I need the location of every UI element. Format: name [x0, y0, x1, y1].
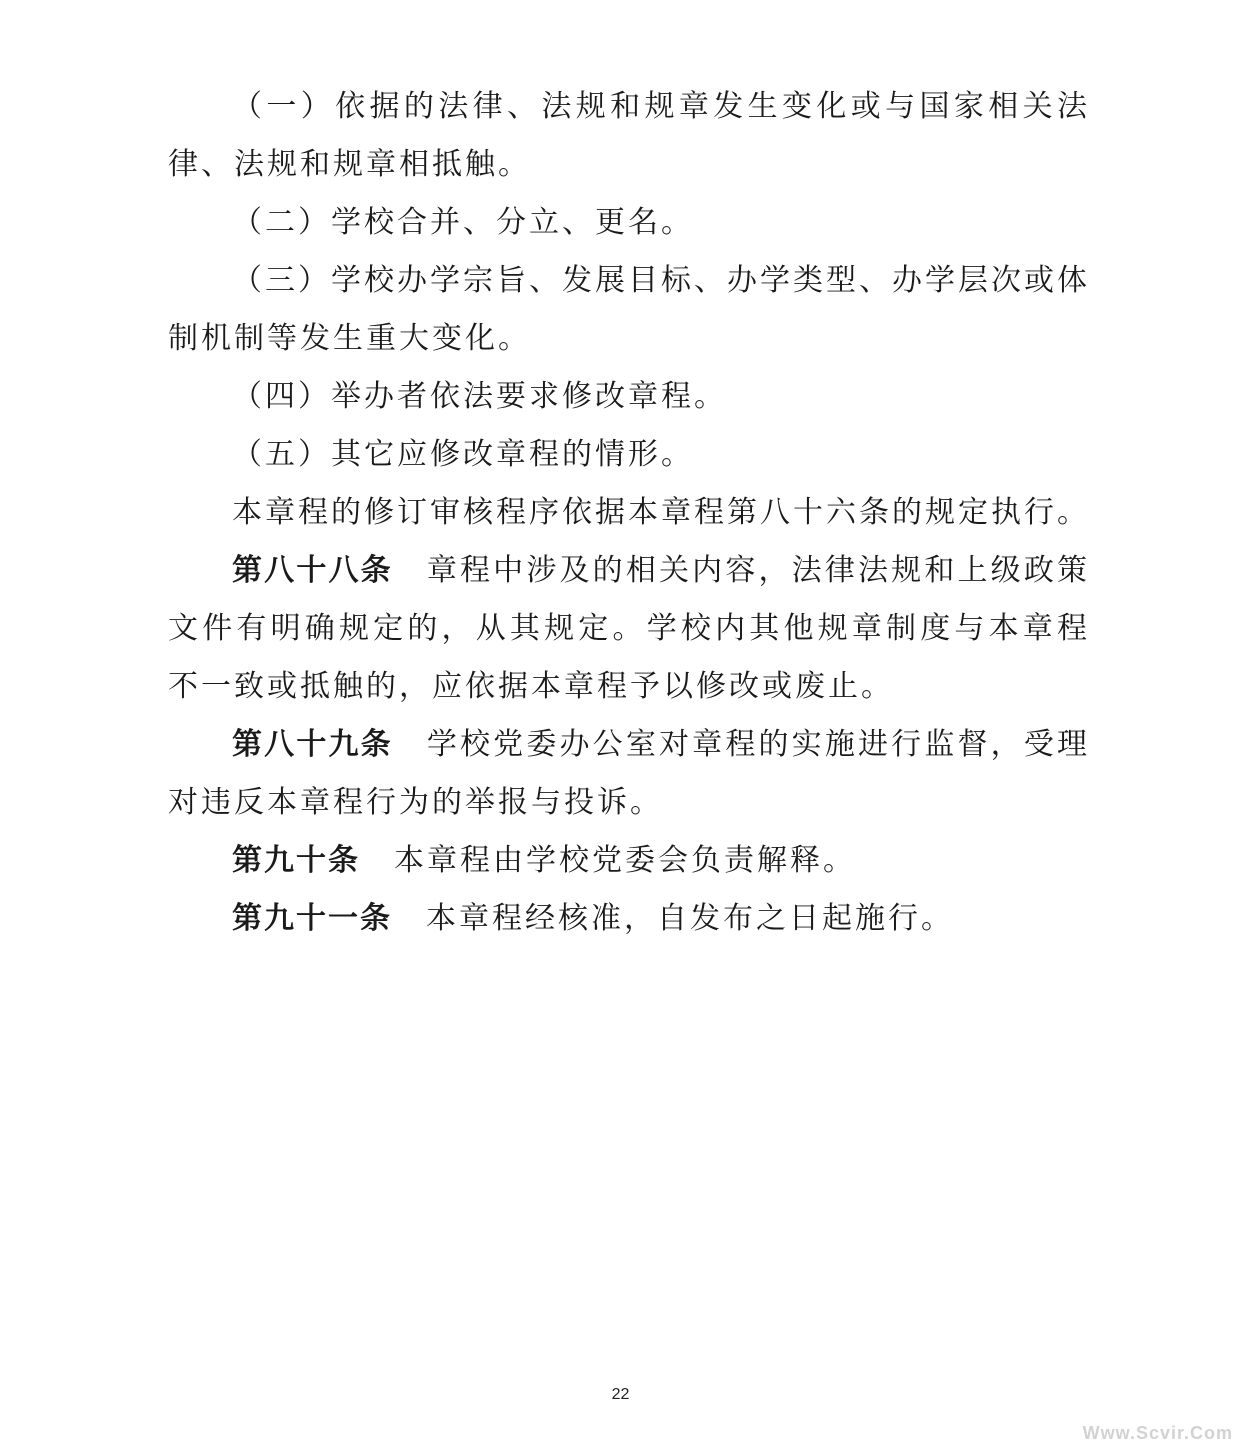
paragraph-article-91	[168, 890, 1090, 948]
paragraph-article-89	[168, 716, 1090, 832]
paragraph-text: 学校党委办公室对章程的实施进行监督，受理对违反本章程行为的举报与投诉。	[168, 727, 1091, 820]
paragraph-clause-1	[168, 78, 1090, 194]
paragraph-text: 本章程的修订审核程序依据本章程第八十六条的规定执行。	[232, 495, 1090, 530]
paragraph-revision-procedure	[168, 484, 1090, 542]
paragraph-text: （二）学校合并、分立、更名。	[232, 205, 694, 240]
paragraph-text: （三）学校办学宗旨、发展目标、办学类型、办学层次或体制机制等发生重大变化。	[168, 263, 1090, 356]
article-heading: 第八十八条	[232, 553, 393, 588]
paragraph-clause-2	[168, 194, 1090, 252]
article-heading: 第八十九条	[232, 727, 393, 762]
document-body	[168, 78, 1090, 948]
article-heading: 第九十条	[232, 843, 360, 878]
paragraph-clause-4	[168, 368, 1090, 426]
paragraph-article-88	[168, 542, 1090, 716]
paragraph-article-90	[168, 832, 1090, 890]
paragraph-text: （四）举办者依法要求修改章程。	[232, 379, 727, 414]
paragraph-text: 本章程由学校党委会负责解释。	[394, 843, 856, 878]
page-number: 22	[611, 1386, 630, 1403]
paragraph-text: （一）依据的法律、法规和规章发生变化或与国家相关法律、法规和规章相抵触。	[168, 89, 1090, 182]
paragraph-clause-3	[168, 252, 1090, 368]
paragraph-text: 章程中涉及的相关内容，法律法规和上级政策文件有明确规定的，从其规定。学校内其他规章制度与本章程不一致或抵触的，应依据本章程予以修改或废止。	[168, 553, 1091, 704]
article-heading: 第九十一条	[232, 901, 392, 936]
watermark: Www.Scvir.Com	[1082, 1423, 1233, 1443]
paragraph-text: 本章程经核准，自发布之日起施行。	[426, 901, 954, 936]
paragraph-clause-5	[168, 426, 1090, 484]
paragraph-text: （五）其它应修改章程的情形。	[232, 437, 694, 472]
